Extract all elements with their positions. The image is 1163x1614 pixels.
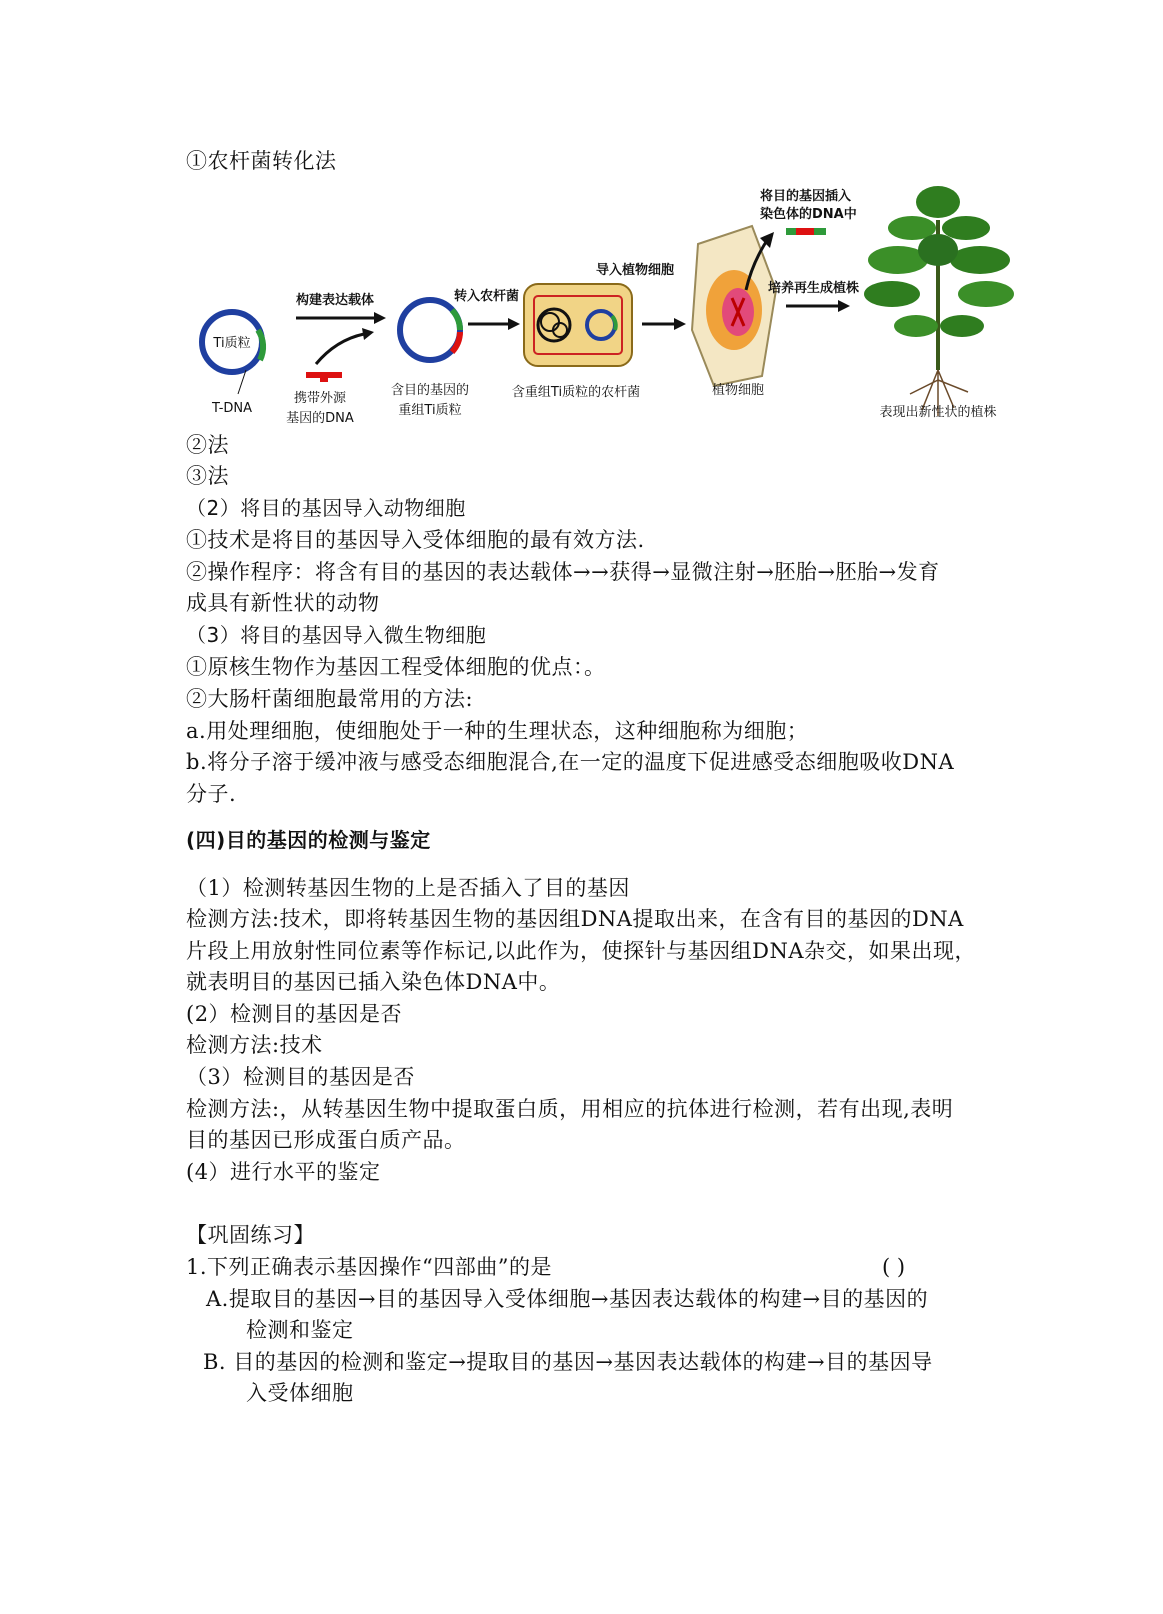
tdna-label: T-DNA — [211, 401, 253, 416]
insert-label-2: 染色体的DNA中 — [760, 207, 857, 222]
text-line: 就表明目的基因已插入染色体DNA中。 — [186, 970, 561, 994]
construct-arrow — [286, 292, 386, 426]
agrobacterium-transformation-figure — [186, 180, 1036, 435]
into-agro-arrow — [454, 288, 520, 330]
ti-plasmid-label: Ti质粒 — [213, 336, 251, 351]
plant-label: 表现出新性状的植株 — [879, 405, 997, 420]
text-line: （3）检测目的基因是否 — [186, 1065, 415, 1089]
text-line: ①原核生物作为基因工程受体细胞的优点：。 — [186, 655, 606, 679]
agrobacterium-cell — [512, 284, 640, 400]
text-line: ②法 — [186, 433, 229, 457]
plant-cell-label: 植物细胞 — [711, 383, 765, 398]
text-line: ②操作程序：将含有目的基因的表达载体→→获得→显微注射→胚胎→胚胎→发育 — [186, 560, 940, 584]
option-b: B. 目的基因的检测和鉴定→提取目的基因→基因表达载体的构建→目的基因导 — [203, 1350, 933, 1374]
insert-label-1: 将目的基因插入 — [760, 189, 852, 204]
text-line: ③法 — [186, 464, 229, 488]
exercise-heading: 【巩固练习】 — [186, 1223, 315, 1247]
question-stem: 1.下列正确表示基因操作“四部曲”的是 — [186, 1255, 553, 1279]
text-line: ②大肠杆菌细胞最常用的方法: — [186, 687, 474, 711]
recombinant-plasmid — [391, 300, 469, 418]
chromosome-insertion — [760, 188, 857, 235]
text-line: ①农杆菌转化法 — [186, 149, 337, 173]
text-line: 检测方法:技术 — [186, 1033, 323, 1057]
text-line: ①技术是将目的基因导入受体细胞的最有效方法. — [186, 528, 645, 552]
recomb-label-1: 含目的基因的 — [390, 383, 470, 398]
section-heading: （2）将目的基因导入动物细胞 — [186, 496, 466, 520]
text-line: （1）检测转基因生物的上是否插入了目的基因 — [186, 876, 630, 900]
text-line: a.用处理细胞，使细胞处于一种的生理状态，这种细胞称为细胞； — [186, 719, 809, 743]
culture-arrow — [768, 280, 859, 312]
section-heading: （3）将目的基因导入微生物细胞 — [186, 623, 487, 647]
text-line: 检测方法:，从转基因生物中提取蛋白质，用相应的抗体进行检测，若有出现,表明 — [186, 1097, 954, 1121]
text-line: 检测方法:技术，即将转基因生物的基因组DNA提取出来，在含有目的基因的DNA — [186, 907, 964, 931]
construct-label: 构建表达载体 — [296, 293, 375, 308]
transgenic-plant — [864, 186, 1014, 420]
recomb-label-2: 重组Ti质粒 — [398, 403, 462, 418]
agro-label: 含重组Ti质粒的农杆菌 — [511, 385, 641, 400]
option-a: A.提取目的基因→目的基因导入受体细胞→基因表达载体的构建→目的基因的 — [206, 1287, 929, 1311]
option-b-cont: 入受体细胞 — [246, 1381, 354, 1405]
culture-label: 培养再生成植株 — [768, 281, 860, 296]
text-line: b.将分子溶于缓冲液与感受态细胞混合,在一定的温度下促进感受态细胞吸收DNA — [186, 750, 955, 774]
answer-blank: ( ) — [882, 1255, 906, 1279]
foreign-dna-label-1: 携带外源 — [293, 391, 347, 406]
foreign-dna-label-2: 基因的DNA — [286, 411, 354, 426]
text-line: 分子. — [186, 782, 237, 806]
ti-plasmid — [202, 312, 263, 416]
text-line: 成具有新性状的动物 — [186, 591, 380, 615]
section-title: (四)目的基因的检测与鉴定 — [186, 828, 431, 852]
text-line: 片段上用放射性同位素等作标记,以此作为，使探针与基因组DNA杂交，如果出现， — [186, 939, 977, 963]
text-line: (2）检测目的基因是否 — [186, 1002, 403, 1026]
into-plant-label: 导入植物细胞 — [596, 263, 675, 278]
option-a-cont: 检测和鉴定 — [246, 1318, 354, 1342]
text-line: (4）进行水平的鉴定 — [186, 1160, 381, 1184]
plant-cell — [692, 226, 776, 398]
text-line: 目的基因已形成蛋白质产品。 — [186, 1128, 466, 1152]
into-agro-label: 转入农杆菌 — [454, 289, 520, 304]
